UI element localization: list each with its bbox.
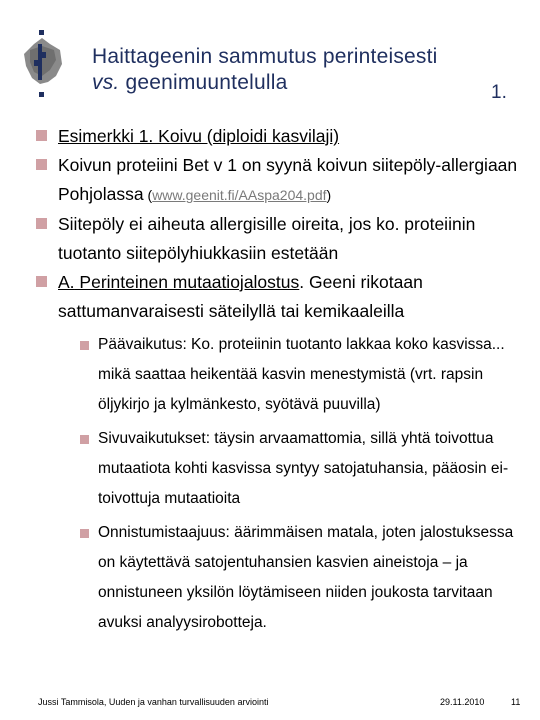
bullet-mutation-breeding — [36, 268, 526, 326]
bullet-square-icon — [80, 529, 89, 538]
bullet-text: Koivun proteiini Bet v 1 on syynä koivun siitepöly-allergiaan Pohjolassa — [58, 155, 518, 204]
subbullet-main-effect — [80, 330, 526, 420]
bullet-underlined: Perinteinen mutaatiojalostus — [74, 272, 300, 292]
title-line-2 — [92, 70, 438, 96]
subbullet-side-effects — [80, 424, 526, 514]
paren-open: ( — [143, 187, 153, 203]
bullet-square-icon — [36, 130, 47, 141]
bullet-bet-v1 — [36, 151, 526, 210]
title-vs: vs. — [92, 71, 120, 94]
bullet-text: Siitepöly ei aiheuta allergisille oireita, jos ko. proteiinin tuotanto siitepölyhiukkasiin estetään — [58, 214, 476, 263]
title-number: 1. — [491, 82, 507, 103]
footer-author: Jussi Tammisola, Uuden ja vanhan turvallisuuden arviointi — [38, 697, 269, 707]
subbullet-text: täysin arvaamattomia, sillä yhtä toivottua mutaatiota kohti kasvissa syntyy satojatuhansia, pääosin ei-toivottuja mutaatioita — [98, 430, 509, 507]
bullet-example — [36, 122, 526, 151]
bullet-pollen — [36, 210, 526, 268]
title-line-1: Haittageenin sammutus perinteisesti — [92, 45, 438, 68]
bullet-square-icon — [36, 159, 47, 170]
subbullet-success-rate — [80, 518, 526, 638]
bullet-text: . Geeni rikotaan sattumanvaraisesti säteilyllä tai kemikaaleilla — [58, 272, 423, 321]
subbullet-text: Ko. proteiinin tuotanto lakkaa koko kasvissa... mikä saattaa heikentää kasvin menestymistä (vrt. rapsin öljykirjo ja kylmänkesto, syötävä puuvilla) — [98, 336, 505, 413]
subbullet-text: äärimmäisen matala, joten jalostuksessa on käytettävä satojentuhansien kasvien aineistoja – ja onnistuneen yksilön löytämiseen niiden joukosta tarvitaan avuksi analyysirobotteja. — [98, 524, 514, 631]
bullet-square-icon — [80, 341, 89, 350]
subbullet-label: Onnistumistaajuus: — [98, 524, 230, 541]
source-link[interactable]: www.geenit.fi/AAspa204.pdf — [152, 187, 327, 203]
bullet-square-icon — [36, 218, 47, 229]
bullet-square-icon — [80, 435, 89, 444]
paren-close: ) — [326, 187, 332, 203]
footer-page-number: 11 — [511, 697, 521, 707]
bullet-text: Esimerkki 1. Koivu (diploidi kasvilaji) — [58, 126, 340, 146]
slide-title — [92, 44, 438, 96]
subbullet-label: Päävaikutus: — [98, 336, 187, 353]
university-logo — [20, 30, 70, 100]
bullet-square-icon — [36, 276, 47, 287]
title-line-2-rest: geenimuuntelulla — [119, 71, 288, 94]
slide-body — [36, 122, 526, 638]
footer-date: 29.11.2010 — [440, 697, 485, 707]
subbullet-label: Sivuvaikutukset: — [98, 430, 210, 447]
bullet-lead: A. — [58, 272, 75, 292]
